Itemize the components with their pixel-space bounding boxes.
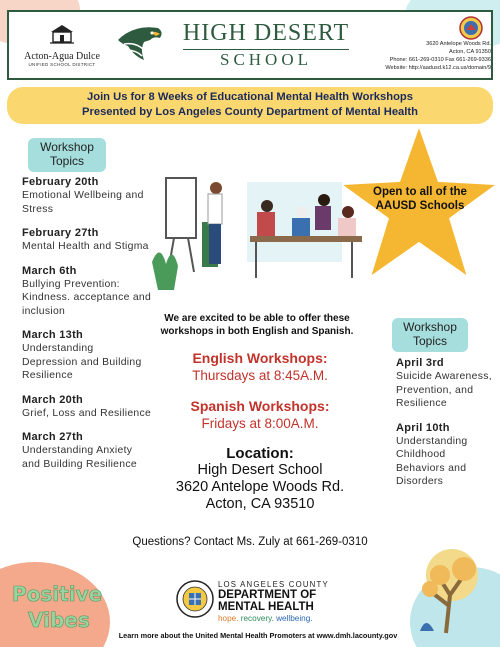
workshop-title: Mental Health and Stigma	[22, 241, 149, 252]
hawk-logo	[114, 20, 166, 72]
county-seal-icon	[176, 580, 214, 618]
tagline-wellbeing: wellbeing.	[276, 614, 313, 623]
english-workshops-time: Thursdays at 8:45A.M.	[192, 368, 328, 383]
location-line3: Acton, CA 93510	[205, 496, 315, 512]
spanish-workshops-time: Fridays at 8:00A.M.	[201, 416, 319, 431]
school-name	[171, 20, 361, 70]
phone-fax: Phone: 661-269-0310 Fax 661-269-9336	[389, 57, 491, 63]
right-workshop-list	[396, 357, 492, 500]
workshop-date: March 6th	[22, 264, 77, 277]
district-name: Acton-Agua Dulce	[24, 51, 100, 62]
questions-contact: Questions? Contact Ms. Zuly at 661-269-0310	[132, 536, 368, 548]
topics-label-line1: Workshop	[40, 140, 94, 154]
workshop-topics-label	[28, 138, 106, 172]
list-item	[22, 394, 152, 421]
dmh-county: LOS ANGELES COUNTY	[218, 580, 329, 589]
address-line1: 3620 Antelope Woods Rd.	[426, 41, 491, 47]
district-subtitle: UNIFIED SCHOOL DISTRICT	[28, 62, 96, 67]
topics-label-line1: Workshop	[403, 320, 457, 334]
intro-text: We are excited to be able to offer these workshops in both English and Spanish.	[160, 313, 354, 337]
positive-vibes-line1: Positive	[12, 582, 103, 606]
school-name-line2: SCHOOL	[183, 49, 349, 70]
location-line1: High Desert School	[197, 462, 323, 478]
workshop-illustration	[152, 172, 367, 294]
workshop-title: Grief, Loss and Resilience	[22, 407, 152, 419]
workshop-title: Emotional Wellbeing and Stress	[22, 190, 144, 215]
list-item	[22, 431, 152, 471]
banner-line1: Join Us for 8 Weeks of Educational Mental Health Workshops	[87, 91, 413, 103]
title-banner	[7, 87, 493, 124]
footer-note: Learn more about the United Mental Health Promoters at www.dmh.lacounty.gov	[118, 631, 398, 640]
district-logo	[17, 24, 107, 67]
workshop-date: April 10th	[396, 421, 450, 434]
workshop-date: March 13th	[22, 329, 84, 341]
list-item	[22, 329, 152, 383]
tagline-recovery: recovery.	[240, 614, 274, 623]
tagline-hope: hope.	[218, 614, 239, 623]
workshop-date: March 20th	[22, 393, 84, 406]
dmh-logo	[218, 580, 378, 623]
workshop-title: Bullying Prevention: Kindness. acceptance and inclusion	[22, 278, 152, 317]
dmh-tagline	[218, 614, 378, 623]
workshop-title: Suicide Awareness, Prevention, and Resilience	[396, 371, 492, 409]
workshop-date: February 27th	[22, 227, 99, 239]
school-contact	[379, 40, 491, 72]
workshop-topics-label	[392, 318, 468, 352]
workshop-date: February 20th	[22, 176, 99, 188]
dmh-dept-line2: MENTAL HEALTH	[218, 601, 314, 613]
letterhead	[7, 10, 493, 80]
english-workshops-heading: English Workshops:	[192, 350, 328, 366]
topics-label-line2: Topics	[412, 334, 447, 348]
list-item	[22, 265, 152, 319]
spanish-workshops-heading: Spanish Workshops:	[190, 398, 330, 414]
list-item	[396, 357, 492, 411]
workshop-title: Understanding Anxiety and Building Resilience	[22, 445, 137, 470]
location-heading: Location:	[226, 445, 294, 462]
list-item	[22, 176, 152, 216]
dmh-dept-line1: DEPARTMENT OF	[218, 589, 317, 601]
workshop-title: Understanding Childhood Behaviors and Disorders	[396, 435, 468, 487]
topics-label-line2: Topics	[49, 154, 84, 168]
location-line2: 3620 Antelope Woods Rd.	[175, 479, 345, 495]
workshop-date: March 27th	[22, 431, 84, 443]
school-name-line1: HIGH DESERT	[182, 20, 350, 46]
list-item	[22, 227, 152, 254]
banner-line2: Presented by Los Angeles County Department of Mental Health	[82, 106, 418, 118]
list-item	[396, 422, 492, 489]
building-icon	[48, 24, 76, 44]
positive-vibes-logo	[8, 575, 128, 635]
workshop-date: April 3rd	[396, 357, 444, 369]
star-badge-text: Open to all of the AAUSD Schools	[373, 186, 467, 212]
workshop-title: Understanding Depression and Building Resilience	[22, 343, 142, 381]
left-workshop-list	[22, 176, 152, 482]
website-link[interactable]: Website: http://aadusd.k12.ca.us/domain/9	[385, 65, 491, 71]
state-seal-icon	[459, 16, 483, 40]
tree-silhouette-icon	[400, 545, 492, 637]
positive-vibes-line2: Vibes	[28, 608, 90, 632]
address-line2: Acton, CA 91350	[449, 49, 491, 55]
